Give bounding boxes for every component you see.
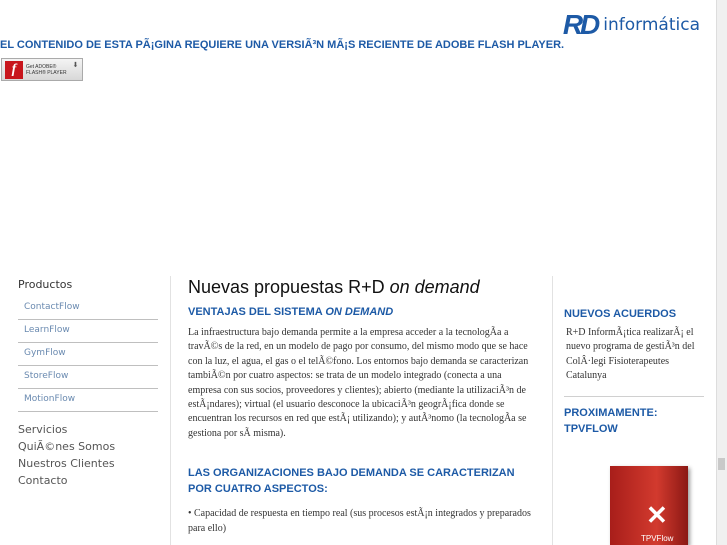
flash-badge-line2: FLASH® PLAYER (26, 69, 67, 76)
flash-badge-line1: Get ADOBE® (26, 63, 57, 70)
main-content (188, 277, 533, 536)
page-title-emphasis: on demand (389, 277, 480, 297)
news-heading: NUEVOS ACUERDOS (564, 308, 677, 320)
download-arrow-icon: ⬇ (72, 60, 79, 69)
sidebar-subitem-contactflow[interactable]: ContactFlow (18, 297, 158, 320)
logo-mark: RD (562, 9, 598, 40)
tpvflow-box-label: TPVFlow (641, 534, 674, 543)
tpvflow-logo-icon: ✕ (646, 500, 668, 530)
column-divider-left (170, 276, 171, 545)
sidebar-nav (18, 277, 158, 489)
paragraph-ventajas: La infraestructura bajo demanda permite a la empresa acceder a la tecnologÃa a travÃ©s de la red, en un modelo de pago por consumo, del mismo modo que se hace con la luz, el agua, el gas o el telÃ©fono. Los entornos bajo demanda se caracterizan tambiÃ©n por cuatro aspectos: se trata de un modelo integrado (conecta a una empresa con sus socios, proveedores y clientes); abierto (mediante la utilizaciÃ³n de estÃ¡ndares); virtual (el usuario desconoce la ubicaciÃ³n geogrÃ¡fica donde se encuentran los recursos en red que estÃ¡ utilizando); y autÃ³nomo (la tecnologÃa se gestiona por sÃ misma). (188, 327, 529, 439)
sidebar-item-productos[interactable]: Productos (18, 278, 73, 291)
page-title-text: Nuevas propuestas R+D (188, 277, 390, 297)
vertical-scrollbar[interactable] (716, 0, 727, 545)
flash-badge-text (26, 64, 67, 76)
sidebar-subitem-storeflow[interactable]: StoreFlow (18, 366, 158, 389)
section-heading-emphasis: ON DEMAND (325, 306, 394, 318)
logo[interactable] (563, 10, 700, 40)
sidebar-item-nuestros-clientes[interactable]: Nuestros Clientes (18, 457, 115, 470)
sidebar-item-contacto[interactable]: Contacto (18, 474, 68, 487)
sidebar-item-quienes-somos[interactable]: QuiÃ©nes Somos (18, 440, 116, 453)
bullet-item: • Capacidad de respuesta en tiempo real (sus procesos estÃ¡n integrados y preparados para ello) (188, 508, 531, 534)
section-heading-organizaciones: LAS ORGANIZACIONES BAJO DEMANDA SE CARACTERIZAN POR CUATRO ASPECTOS: (188, 467, 515, 496)
section-heading-ventajas (188, 304, 533, 320)
right-column (564, 306, 704, 437)
column-divider-right (552, 276, 553, 545)
flash-icon: f (5, 61, 23, 79)
sidebar-subitem-motionflow[interactable]: MotionFlow (18, 389, 158, 412)
page-title (188, 277, 533, 298)
upcoming-heading: PROXIMAMENTE: TPVFLOW (564, 406, 658, 435)
sidebar-item-servicios[interactable]: Servicios (18, 423, 68, 436)
flash-required-message: EL CONTENIDO DE ESTA PÃ¡GINA REQUIERE UNA VERSIÃ³N MÃ¡S RECIENTE DE ADOBE FLASH PLAYER. (0, 39, 565, 51)
news-text: R+D InformÃ¡tica realizarÃ¡ el nuevo programa de gestiÃ³n del ColÂ·legi Fisioterapeutes Catalunya (566, 327, 695, 382)
scrollbar-thumb[interactable] (718, 458, 725, 470)
section-heading-text: VENTAJAS DEL SISTEMA (188, 306, 326, 318)
get-flash-player-button[interactable] (1, 58, 83, 81)
logo-text: informática (603, 15, 700, 35)
sidebar-subitem-learnflow[interactable]: LearnFlow (18, 320, 158, 343)
products-submenu (18, 297, 158, 412)
right-divider (564, 396, 704, 397)
tpvflow-product-image[interactable] (610, 466, 688, 545)
sidebar-subitem-gymflow[interactable]: GymFlow (18, 343, 158, 366)
